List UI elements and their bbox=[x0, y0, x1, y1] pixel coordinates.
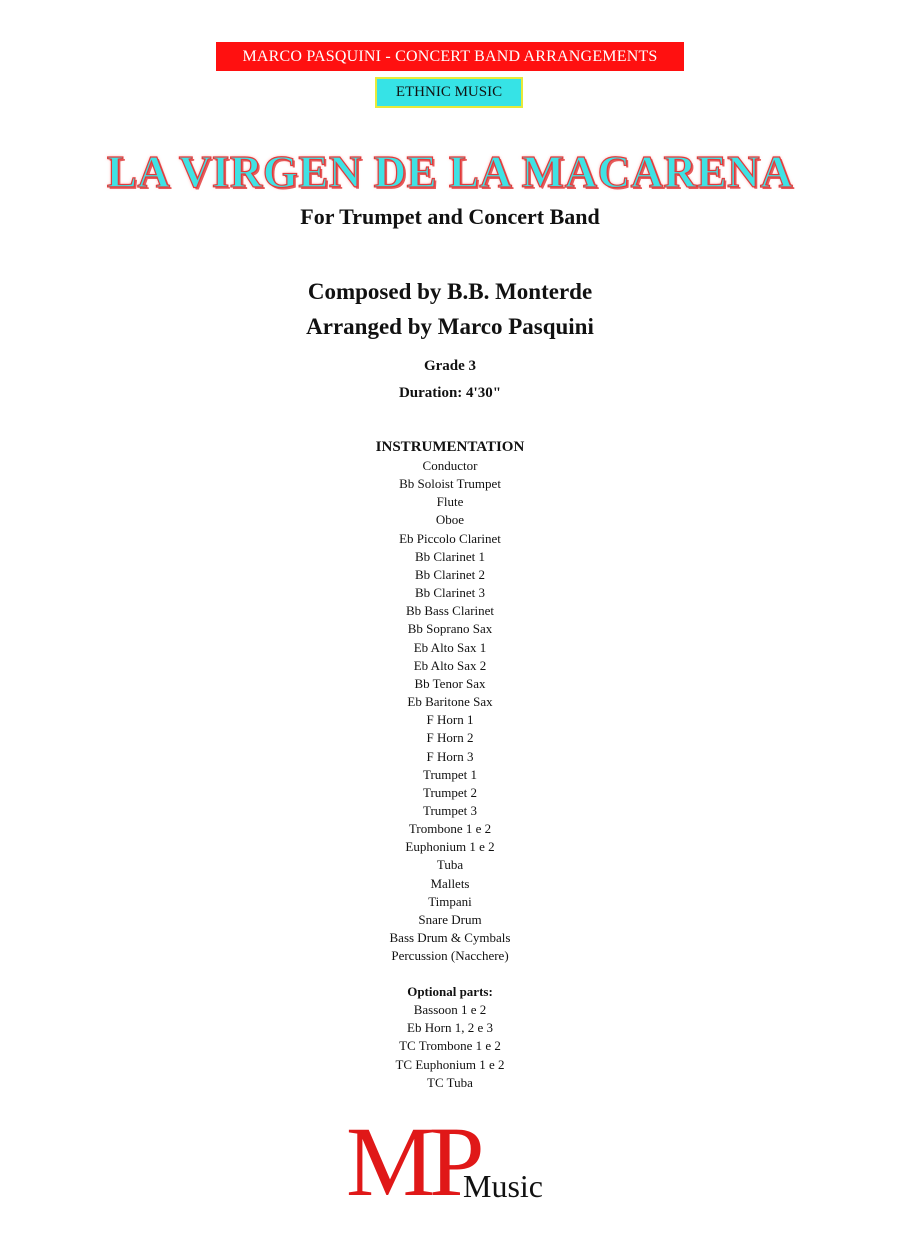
logo-word: Music bbox=[463, 1168, 543, 1204]
instrument-item: Conductor bbox=[422, 458, 478, 473]
instrumentation-list bbox=[0, 457, 900, 965]
instrument-item: Percussion (Nacchere) bbox=[391, 948, 509, 964]
instrument-item: Oboe bbox=[435, 512, 465, 528]
publisher-banner: MARCO PASQUINI - CONCERT BAND ARRANGEMENTS bbox=[216, 42, 684, 71]
instrument-item: Snare Drum bbox=[418, 911, 482, 927]
piece-title: LA VIRGEN DE LA MACARENA bbox=[106, 147, 794, 197]
composer-credit: Composed by B.B. Monterde bbox=[307, 279, 593, 304]
genre-badge: ETHNIC MUSIC bbox=[375, 77, 523, 108]
logo-mark: MP bbox=[346, 1106, 479, 1217]
instrument-item: Bb Soprano Sax bbox=[407, 621, 493, 637]
instrument-item: Eb Alto Sax 1 bbox=[413, 639, 487, 655]
instrument-item: Eb Baritone Sax bbox=[407, 694, 493, 710]
instrument-item: Trumpet 1 bbox=[422, 766, 478, 782]
optional-parts-heading: Optional parts: bbox=[407, 984, 493, 999]
optional-part-item: TC Trombone 1 e 2 bbox=[399, 1038, 501, 1054]
instrument-item: Tuba bbox=[436, 857, 464, 873]
instrument-item: Trombone 1 e 2 bbox=[408, 821, 492, 837]
instrument-item: Bb Clarinet 3 bbox=[414, 585, 486, 601]
instrument-item: F Horn 3 bbox=[426, 748, 474, 764]
instrument-item: Trumpet 2 bbox=[422, 784, 478, 800]
optional-parts-list bbox=[0, 1001, 900, 1092]
optional-part-item: Bassoon 1 e 2 bbox=[413, 1002, 487, 1017]
piece-subtitle: For Trumpet and Concert Band bbox=[300, 204, 600, 229]
instrument-item: F Horn 1 bbox=[426, 712, 474, 728]
instrument-item: Bb Bass Clarinet bbox=[405, 603, 495, 619]
instrument-item: Bb Tenor Sax bbox=[414, 675, 486, 691]
arranger-credit: Arranged by Marco Pasquini bbox=[306, 314, 594, 339]
mp-music-logo bbox=[346, 1106, 566, 1217]
grade-label: Grade 3 bbox=[423, 358, 477, 374]
instrument-item: Bb Clarinet 1 bbox=[414, 548, 486, 564]
duration-label: Duration: 4'30" bbox=[398, 385, 502, 401]
instrument-item: Euphonium 1 e 2 bbox=[405, 839, 495, 855]
instrumentation-heading: INSTRUMENTATION bbox=[375, 439, 525, 455]
optional-part-item: TC Tuba bbox=[427, 1074, 473, 1090]
instrument-item: Trumpet 3 bbox=[422, 802, 478, 818]
instrument-item: Bb Soloist Trumpet bbox=[399, 476, 501, 492]
instrument-item: Mallets bbox=[430, 875, 470, 891]
optional-part-item: Eb Horn 1, 2 e 3 bbox=[407, 1020, 493, 1036]
instrument-item: Eb Alto Sax 2 bbox=[413, 657, 487, 673]
optional-part-item: TC Euphonium 1 e 2 bbox=[395, 1056, 505, 1072]
instrument-item: Eb Piccolo Clarinet bbox=[399, 530, 501, 546]
instrument-item: F Horn 2 bbox=[426, 730, 474, 746]
instrument-item: Bb Clarinet 2 bbox=[414, 566, 486, 582]
instrument-item: Flute bbox=[436, 494, 464, 510]
instrument-item: Timpani bbox=[428, 893, 472, 909]
instrument-item: Bass Drum & Cymbals bbox=[389, 930, 511, 946]
